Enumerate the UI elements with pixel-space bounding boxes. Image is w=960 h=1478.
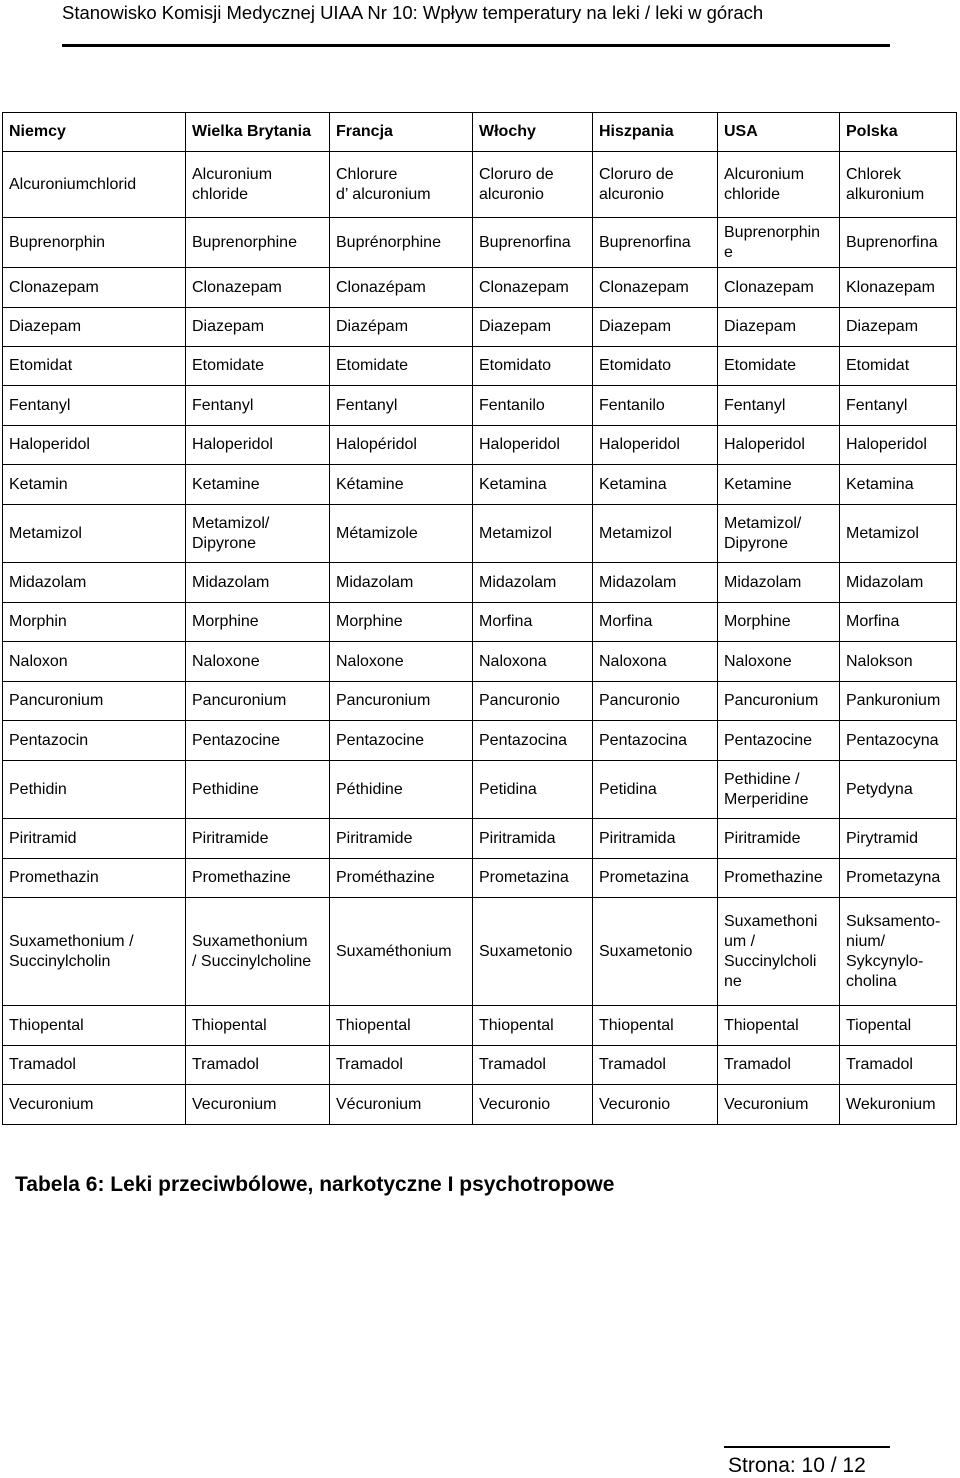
table-cell: Diazepam: [3, 308, 186, 347]
table-cell: Clonazepam: [593, 268, 718, 308]
table-cell: Morphin: [3, 603, 186, 642]
table-cell: Petidina: [593, 761, 718, 819]
table-cell: Pankuronium: [840, 682, 957, 721]
table-cell: Clonazepam: [718, 268, 840, 308]
table-row: [3, 721, 957, 761]
table-cell: Vécuronium: [330, 1085, 473, 1125]
table-cell: Vecuronio: [473, 1085, 593, 1125]
table-cell: Pethidine / Merperidine: [718, 761, 840, 819]
table-cell: Thiopental: [330, 1006, 473, 1046]
table-cell: Metamizol: [840, 505, 957, 563]
header-divider: [62, 44, 890, 47]
table-cell: Clonazepam: [473, 268, 593, 308]
table-cell: Fentanyl: [186, 386, 330, 426]
table-cell: Buprenorphin e: [718, 218, 840, 268]
table-header-row: [3, 113, 957, 152]
table-cell: Ketamina: [473, 465, 593, 505]
table-cell: Midazolam: [186, 563, 330, 603]
table-cell: Diazepam: [593, 308, 718, 347]
table-cell: Etomidat: [3, 347, 186, 386]
table-cell: Suxamethonium / Succinylcholin: [3, 898, 186, 1006]
footer-divider: [724, 1446, 890, 1448]
table-cell: Midazolam: [718, 563, 840, 603]
drug-names-table: [2, 112, 957, 1125]
table-cell: Ketamine: [186, 465, 330, 505]
table-cell: Piritramide: [330, 819, 473, 859]
table-cell: Midazolam: [330, 563, 473, 603]
table-cell: Diazepam: [840, 308, 957, 347]
table-cell: Piritramide: [186, 819, 330, 859]
table-cell: Suxamethonium / Succinylcholine: [186, 898, 330, 1006]
table-cell: Haloperidol: [3, 426, 186, 465]
column-header: Polska: [840, 113, 957, 152]
table-cell: Etomidat: [840, 347, 957, 386]
table-row: [3, 1085, 957, 1125]
table-row: [3, 268, 957, 308]
table-cell: Fentanyl: [840, 386, 957, 426]
table-row: [3, 308, 957, 347]
table-cell: Vecuronium: [3, 1085, 186, 1125]
column-header: USA: [718, 113, 840, 152]
table-cell: Pethidine: [186, 761, 330, 819]
table-cell: Suxametonio: [473, 898, 593, 1006]
table-cell: Prométhazine: [330, 859, 473, 898]
table-cell: Pentazocine: [718, 721, 840, 761]
table-cell: Vecuronio: [593, 1085, 718, 1125]
table-body: [3, 152, 957, 1125]
table-cell: Prometazina: [593, 859, 718, 898]
table-cell: Haloperidol: [593, 426, 718, 465]
table-cell: Midazolam: [473, 563, 593, 603]
table-cell: Clonazépam: [330, 268, 473, 308]
table-cell: Midazolam: [3, 563, 186, 603]
table-cell: Pancuronio: [473, 682, 593, 721]
table-cell: Buprenorfina: [593, 218, 718, 268]
table-cell: Pancuronium: [186, 682, 330, 721]
table-cell: Klonazepam: [840, 268, 957, 308]
table-cell: Midazolam: [840, 563, 957, 603]
table-cell: Metamizol: [593, 505, 718, 563]
table-row: [3, 218, 957, 268]
table-cell: Métamizole: [330, 505, 473, 563]
table-row: [3, 819, 957, 859]
table-cell: Vecuronium: [718, 1085, 840, 1125]
page-header-title: Stanowisko Komisji Medycznej UIAA Nr 10: Wpływ temperatury na leki / leki w górach: [62, 2, 764, 23]
table-cell: Fentanilo: [473, 386, 593, 426]
column-header: Niemcy: [3, 113, 186, 152]
table-cell: Pancuronium: [718, 682, 840, 721]
table-cell: Haloperidol: [186, 426, 330, 465]
column-header: Włochy: [473, 113, 593, 152]
table-row: [3, 761, 957, 819]
table-cell: Buprenorphin: [3, 218, 186, 268]
table-cell: Ketamin: [3, 465, 186, 505]
table-cell: Pethidin: [3, 761, 186, 819]
table-cell: Morphine: [186, 603, 330, 642]
table-cell: Vecuronium: [186, 1085, 330, 1125]
table-cell: Fentanyl: [330, 386, 473, 426]
table-row: [3, 682, 957, 721]
table-caption: Tabela 6: Leki przeciwbólowe, narkotyczne I psychotropowe: [15, 1173, 615, 1196]
table-cell: Promethazine: [186, 859, 330, 898]
table-cell: Chlorek alkuronium: [840, 152, 957, 218]
table-cell: Pirytramid: [840, 819, 957, 859]
table-cell: Morphine: [718, 603, 840, 642]
table-cell: Piritramid: [3, 819, 186, 859]
table-cell: Prometazina: [473, 859, 593, 898]
table-cell: Haloperidol: [840, 426, 957, 465]
table-cell: Fentanyl: [3, 386, 186, 426]
table-cell: Piritramida: [473, 819, 593, 859]
table-row: [3, 386, 957, 426]
table-cell: Ketamina: [840, 465, 957, 505]
table-cell: Morfina: [840, 603, 957, 642]
table-cell: Thiopental: [3, 1006, 186, 1046]
table-cell: Suxaméthonium: [330, 898, 473, 1006]
table-cell: Tramadol: [593, 1046, 718, 1085]
table-cell: Morfina: [593, 603, 718, 642]
table-cell: Naloxon: [3, 642, 186, 682]
column-header: Wielka Brytania: [186, 113, 330, 152]
table-row: [3, 426, 957, 465]
table-cell: Tiopental: [840, 1006, 957, 1046]
table-cell: Clonazepam: [3, 268, 186, 308]
table-cell: Alcuronium chloride: [718, 152, 840, 218]
table-cell: Tramadol: [840, 1046, 957, 1085]
table-cell: Tramadol: [186, 1046, 330, 1085]
table-cell: Suxamethoni um / Succinylcholi ne: [718, 898, 840, 1006]
table-cell: Clonazepam: [186, 268, 330, 308]
table-cell: Tramadol: [473, 1046, 593, 1085]
table-cell: Etomidato: [593, 347, 718, 386]
table-cell: Naloxone: [330, 642, 473, 682]
table-cell: Thiopental: [473, 1006, 593, 1046]
table-cell: Promethazine: [718, 859, 840, 898]
table-cell: Alcuroniumchlorid: [3, 152, 186, 218]
table-cell: Pentazocina: [473, 721, 593, 761]
table-cell: Etomidate: [330, 347, 473, 386]
table-cell: Morphine: [330, 603, 473, 642]
table-cell: Péthidine: [330, 761, 473, 819]
table-row: [3, 1006, 957, 1046]
table-cell: Etomidate: [718, 347, 840, 386]
table-cell: Diazépam: [330, 308, 473, 347]
table-cell: Haloperidol: [718, 426, 840, 465]
table-cell: Fentanyl: [718, 386, 840, 426]
table-row: [3, 859, 957, 898]
table-cell: Wekuronium: [840, 1085, 957, 1125]
table-cell: Pancuronium: [330, 682, 473, 721]
page-number: Strona: 10 / 12: [728, 1454, 866, 1477]
table-cell: Petidina: [473, 761, 593, 819]
table-cell: Pancuronium: [3, 682, 186, 721]
table-cell: Diazepam: [186, 308, 330, 347]
table-cell: Ketamina: [593, 465, 718, 505]
table-cell: Piritramida: [593, 819, 718, 859]
table-cell: Midazolam: [593, 563, 718, 603]
table-cell: Metamizol/ Dipyrone: [718, 505, 840, 563]
table-cell: Pentazocyna: [840, 721, 957, 761]
table-cell: Pentazocine: [186, 721, 330, 761]
table-row: [3, 152, 957, 218]
table-cell: Tramadol: [718, 1046, 840, 1085]
table-cell: Diazepam: [473, 308, 593, 347]
table-row: [3, 465, 957, 505]
table-cell: Thiopental: [718, 1006, 840, 1046]
table-cell: Nalokson: [840, 642, 957, 682]
table-cell: Diazepam: [718, 308, 840, 347]
table-row: [3, 347, 957, 386]
table-cell: Suxametonio: [593, 898, 718, 1006]
table-cell: Pentazocine: [330, 721, 473, 761]
table-row: [3, 642, 957, 682]
table-cell: Prometazyna: [840, 859, 957, 898]
table-cell: Halopéridol: [330, 426, 473, 465]
table-row: [3, 603, 957, 642]
table-cell: Buprenorphine: [186, 218, 330, 268]
table-cell: Thiopental: [593, 1006, 718, 1046]
table-cell: Buprénorphine: [330, 218, 473, 268]
table-cell: Ketamine: [718, 465, 840, 505]
table-cell: Morfina: [473, 603, 593, 642]
table-cell: Thiopental: [186, 1006, 330, 1046]
table-cell: Buprenorfina: [473, 218, 593, 268]
table-cell: Metamizol: [473, 505, 593, 563]
table-cell: Pentazocina: [593, 721, 718, 761]
table-cell: Metamizol/ Dipyrone: [186, 505, 330, 563]
table-cell: Naloxona: [473, 642, 593, 682]
table-cell: Fentanilo: [593, 386, 718, 426]
table-row: [3, 1046, 957, 1085]
table-cell: Promethazin: [3, 859, 186, 898]
table-cell: Piritramide: [718, 819, 840, 859]
table-cell: Alcuronium chloride: [186, 152, 330, 218]
table-cell: Metamizol: [3, 505, 186, 563]
table-row: [3, 898, 957, 1006]
table-cell: Naloxone: [718, 642, 840, 682]
table-cell: Suksamento- nium/ Sykcynylo- cholina: [840, 898, 957, 1006]
table-cell: Kétamine: [330, 465, 473, 505]
table-cell: Pentazocin: [3, 721, 186, 761]
table-cell: Tramadol: [3, 1046, 186, 1085]
table-cell: Naloxone: [186, 642, 330, 682]
table-cell: Cloruro de alcuronio: [593, 152, 718, 218]
table-cell: Pancuronio: [593, 682, 718, 721]
table-cell: Naloxona: [593, 642, 718, 682]
table-cell: Tramadol: [330, 1046, 473, 1085]
table-row: [3, 563, 957, 603]
table-cell: Cloruro de alcuronio: [473, 152, 593, 218]
table-row: [3, 505, 957, 563]
table-cell: Etomidato: [473, 347, 593, 386]
table-cell: Haloperidol: [473, 426, 593, 465]
table-cell: Chlorure d’ alcuronium: [330, 152, 473, 218]
column-header: Hiszpania: [593, 113, 718, 152]
table-cell: Petydyna: [840, 761, 957, 819]
column-header: Francja: [330, 113, 473, 152]
table-cell: Etomidate: [186, 347, 330, 386]
table-cell: Buprenorfina: [840, 218, 957, 268]
